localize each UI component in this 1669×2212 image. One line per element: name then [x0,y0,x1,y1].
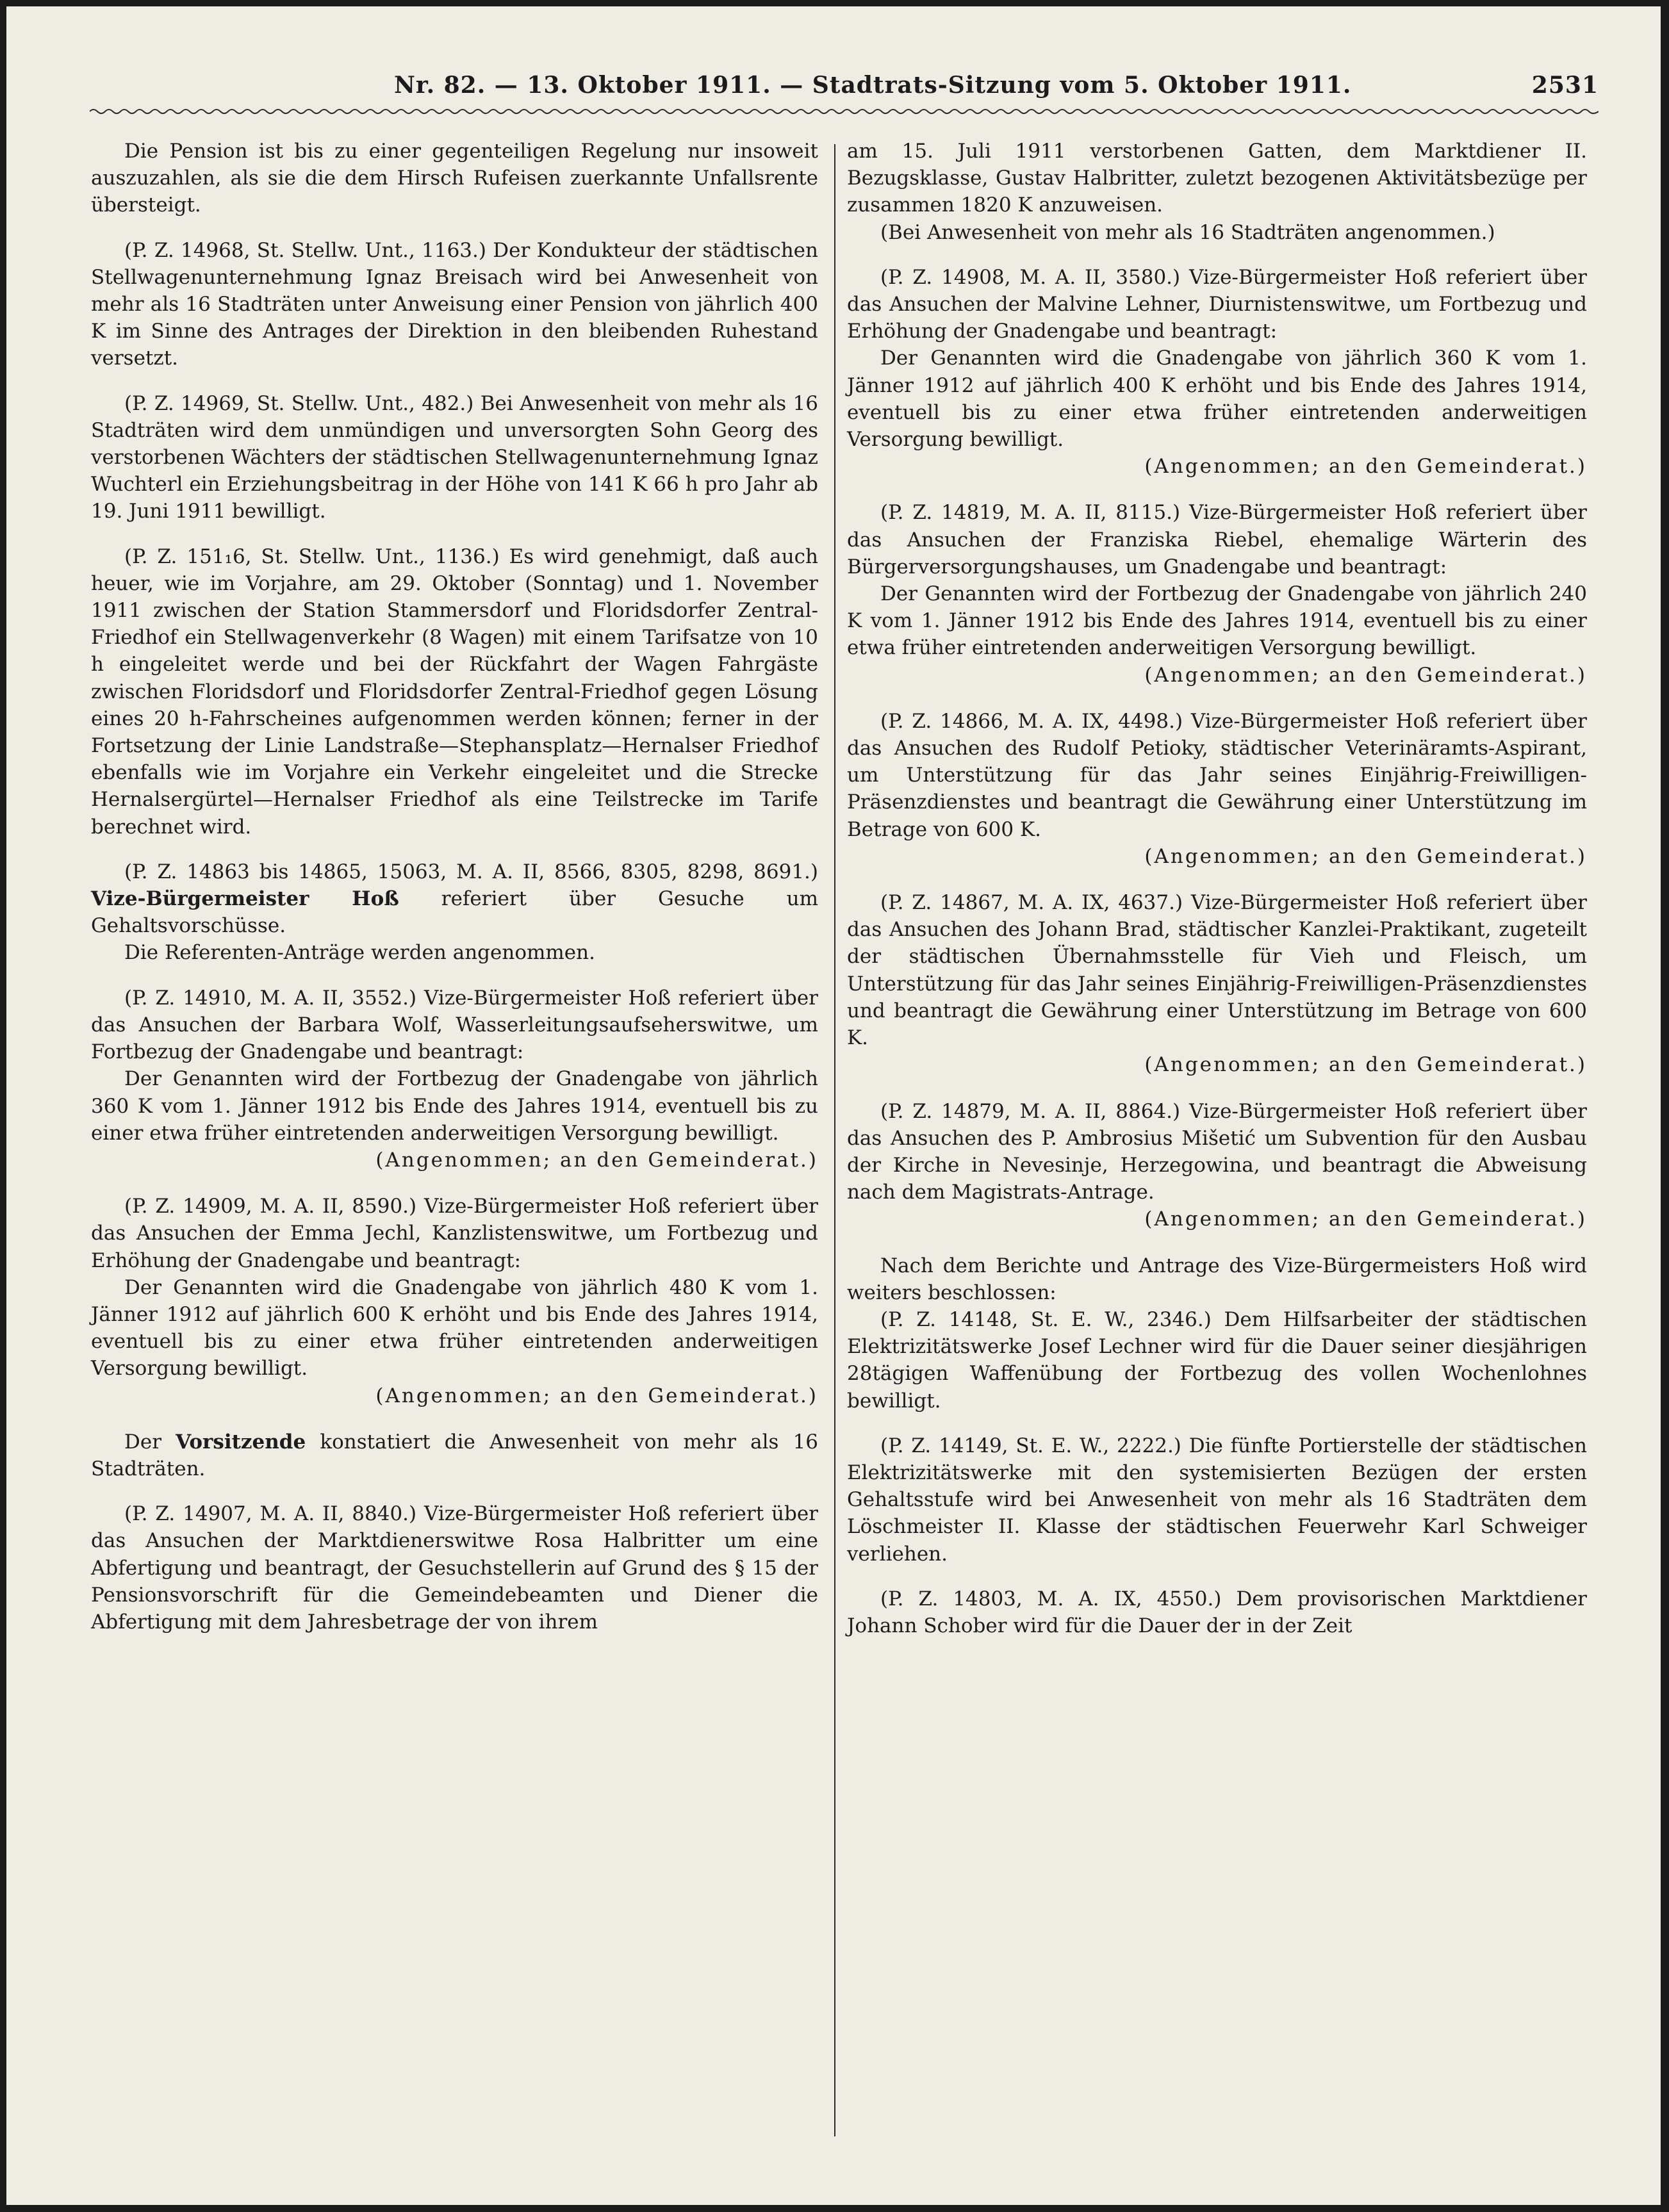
right-column [847,138,1587,1639]
running-header [90,65,1599,110]
paragraph: Der Genannten wird der Fortbezug der Gnadengabe von jährlich 240 K vom 1. Jänner 1912 bis Ende des Jahres 1914, eventuell bis zu einer etwa früher eintretenden anderweitigen Versorgung bewilligt. [847,582,1587,660]
paragraph: (P. Z. 14910, M. A. II, 3552.) Vize-Bürgermeister Hoß referiert über das Ansuchen der Barbara Wolf, Wasserleitungsaufseherswitwe, um Fortbezug der Gnadengabe und beantragt: [91,986,818,1064]
paragraph: (P. Z. 14819, M. A. II, 8115.) Vize-Bürgermeister Hoß referiert über das Ansuchen der Franziska Riebel, ehemalige Wärterin des Bürgerversorgungshauses, um Gnadengabe und beantragt: [847,501,1587,578]
paragraph: (P. Z. 14908, M. A. II, 3580.) Vize-Bürgermeister Hoß referiert über das Ansuchen der Malvine Lehner, Diurnistenswitwe, um Fortbezug und Erhöhung der Gnadengabe und beantragt: [847,265,1587,343]
paragraph: (P. Z. 151₁6, St. Stellw. Unt., 1136.) Es wird genehmigt, daß auch heuer, wie im Vorjahre, am 29. Oktober (Sonntag) und 1. November 1911 zwischen der Station Stammersdorf und Floridsdorfer Zentral-Friedhof ein Stellwagenverkehr (8 Wagen) mit einem Tarifsatze von 10 h eingeleitet werde und bei der Rückfahrt der Wagen Fahrgäste zwischen Floridsdorf und Floridsdorfer Zentral-Friedhof gegen Lösung eines 20 h-Fahrscheines aufgenommen werden können; ferner in der Fortsetzung der Linie Landstraße—Stephansplatz—Hernalser Friedhof ebenfalls wie im Vorjahre ein Verkehr eingeleitet und die Strecke Hernalsergürtel—Hernalser Friedhof als eine Teilstrecke im Tarife berechnet wird. [91,545,818,839]
page [6,6,1661,2205]
column-divider [834,144,835,2136]
reference-text: konstatiert die Anwesenheit von mehr als 16 Stadträten. [91,1430,819,1480]
paragraph: Die Pension ist bis zu einer gegenteiligen Regelung nur insoweit auszuzahlen, als sie die dem Hirsch Rufeisen zuerkannte Unfallsrente übersteigt. [91,140,818,217]
annotation: (Angenommen; an den Gemeinderat.) [375,1384,818,1407]
reference-text: Der [124,1430,162,1454]
paragraph: Nach dem Berichte und Antrage des Vize-Bürgermeisters Hoß wird weiters beschlossen: [847,1254,1587,1304]
paragraph: (P. Z. 14803, M. A. IX, 4550.) Dem provisorischen Marktdiener Johann Schober wird für die Dauer der in der Zeit [847,1587,1587,1637]
paragraph: (P. Z. 14907, M. A. II, 8840.) Vize-Bürgermeister Hoß referiert über das Ansuchen der Marktdienerswitwe Rosa Halbritter um eine Abfertigung und beantragt, der Gesuchstellerin auf Grund des § 15 der Pensionsvorschrift für die Gemeindebeamten und Diener die Abfertigung mit dem Jahresbetrage der von ihrem [91,1502,818,1634]
reference-text: (P. Z. 14863 bis 14865, 15063, M. A. II, 8566, 8305, 8298, 8691.) [124,860,818,883]
annotation: (Angenommen; an den Gemeinderat.) [1144,663,1587,687]
speaker-name: Vize-Bürgermeister Hoß [91,887,399,911]
paragraph: (P. Z. 14879, M. A. II, 8864.) Vize-Bürgermeister Hoß referiert über das Ansuchen des P. Ambrosius Mišetić um Subvention für den Ausbau der Kirche in Nevesinje, Herzegowina, und beantragt die Abweisung nach dem Magistrats-Antrage. [847,1099,1587,1204]
paragraph: Die Referenten-Anträge werden angenommen. [124,941,595,965]
annotation: (Angenommen; an den Gemeinderat.) [1144,455,1587,479]
speaker-name: Vorsitzende [176,1430,306,1454]
left-column [91,138,818,1635]
paragraph: (P. Z. 14909, M. A. II, 8590.) Vize-Bürgermeister Hoß referiert über das Ansuchen der Emma Jechl, Kanzlistenswitwe, um Fortbezug und Erhöhung der Gnadengabe und beantragt: [91,1195,818,1272]
annotation: (Angenommen; an den Gemeinderat.) [1144,844,1587,868]
paragraph: (P. Z. 14148, St. E. W., 2346.) Dem Hilfsarbeiter der städtischen Elektrizitätswerke Josef Lechner wird für die Dauer seiner diesjährigen 28tägigen Waffenübung der Fortbezug des vollen Wochenlohnes bewilligt. [847,1307,1587,1413]
paragraph [91,1429,818,1482]
page-number: 2531 [1531,72,1599,99]
paragraph [91,858,818,940]
reference-text: referiert über Gesuche um Gehaltsvorschüsse. [91,887,818,938]
paragraph: Der Genannten wird die Gnadengabe von jährlich 480 K vom 1. Jänner 1912 auf jährlich 600 K erhöht und bis Ende des Jahres 1914, eventuell bis zu einer etwa früher eintretenden anderweitigen Versorgung bewilligt. [91,1275,818,1380]
paragraph: Der Genannten wird der Fortbezug der Gnadengabe von jährlich 360 K vom 1. Jänner 1912 bis Ende des Jahres 1914, eventuell bis zu einer etwa früher eintretenden anderweitigen Versorgung bewilligt. [91,1067,818,1145]
paragraph: Der Genannten wird die Gnadengabe von jährlich 360 K vom 1. Jänner 1912 auf jährlich 400 K erhöht und bis Ende des Jahres 1914, eventuell bis zu einer etwa früher eintretenden anderweitigen Versorgung bewilligt. [847,347,1587,452]
annotation: (Angenommen; an den Gemeinderat.) [1144,1208,1587,1231]
paragraph: (P. Z. 14968, St. Stellw. Unt., 1163.) Der Kondukteur der städtischen Stellwagenunternehmung Ignaz Breisach wird bei Anwesenheit von mehr als 16 Stadträten unter Anweisung einer Pension von jährlich 400 K im Sinne des Antrages der Direktion in den bleibenden Ruhestand versetzt. [91,238,818,370]
annotation: (Angenommen; an den Gemeinderat.) [1144,1053,1587,1077]
paragraph: (P. Z. 14866, M. A. IX, 4498.) Vize-Bürgermeister Hoß referiert über das Ansuchen des Rudolf Petioky, städtischer Veterinäramts-Aspirant, um Unterstützung für das Jahr seines Einjährig-Freiwilligen-Präsenzdienstes und beantragt die Gewährung einer Unterstützung im Betrage von 600 K. [847,709,1587,841]
paragraph: (P. Z. 14149, St. E. W., 2222.) Die fünfte Portierstelle der städtischen Elektrizitätswerke mit den systemisierten Bezügen der ersten Gehaltsstufe wird bei Anwesenheit von mehr als 16 Stadträten dem Löschmeister II. Klasse der städtischen Feuerwehr Karl Schweiger verliehen. [847,1434,1587,1566]
header-rule [90,108,1599,115]
header-title: Nr. 82. — 13. Oktober 1911. — Stadtrats-Sitzung vom 5. Oktober 1911. [394,72,1352,99]
paragraph: am 15. Juli 1911 verstorbenen Gatten, dem Marktdiener II. Bezugsklasse, Gustav Halbritter, zuletzt bezogenen Aktivitätsbezüge per zusammen 1820 K anzuweisen. [847,140,1587,217]
annotation: (Angenommen; an den Gemeinderat.) [375,1148,818,1172]
paragraph: (P. Z. 14969, St. Stellw. Unt., 482.) Bei Anwesenheit von mehr als 16 Stadträten wird dem unmündigen und unversorgten Sohn Georg des verstorbenen Wächters der städtischen Stellwagenunternehmung Ignaz Wuchterl ein Erziehungsbeitrag in der Höhe von 141 K 66 h pro Jahr ab 19. Juni 1911 bewilligt. [91,391,818,523]
annotation: (Bei Anwesenheit von mehr als 16 Stadträten angenommen.) [880,220,1495,244]
paragraph: (P. Z. 14867, M. A. IX, 4637.) Vize-Bürgermeister Hoß referiert über das Ansuchen des Johann Brad, städtischer Kanzlei-Praktikant, zugeteilt der städtischen Übernahmsstelle für Vieh und Fleisch, um Unterstützung für das Jahr seines Einjährig-Freiwilligen-Präsenzdienstes und beantragt die Gewährung einer Unterstützung im Betrage von 600 K. [847,891,1587,1050]
